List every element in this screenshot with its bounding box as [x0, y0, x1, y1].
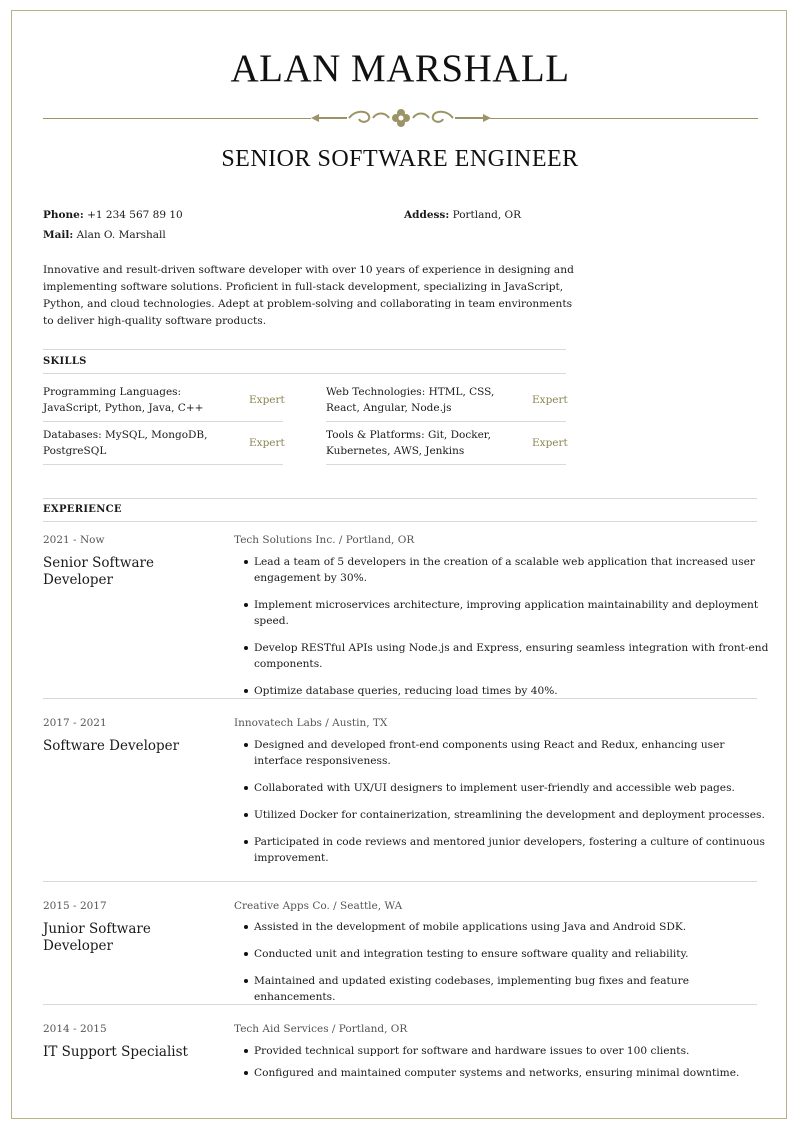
skills-row-rule: [43, 421, 283, 422]
address-value: Portland, OR: [452, 209, 522, 221]
job-role: Junior Software Developer: [43, 921, 151, 954]
contact-phone: [43, 209, 183, 221]
job-role: Senior Software Developer: [43, 555, 154, 588]
job-separator: [43, 1004, 757, 1005]
mail-value: Alan O. Marshall: [76, 229, 166, 241]
ornament-divider: [43, 104, 758, 132]
job-bullet: Designed and developed front-end components using React and Redux, enhancing user interface responsiveness.: [234, 737, 769, 769]
job-role: Software Developer: [43, 738, 180, 754]
skill-item: Programming Languages: JavaScript, Python, Java, C++: [43, 386, 204, 414]
job-role: IT Support Specialist: [43, 1044, 188, 1060]
candidate-name: ALAN MARSHALL: [230, 47, 570, 90]
job-bullet: Utilized Docker for containerization, streamlining the development and deployment processes.: [234, 807, 769, 823]
profile-summary: Innovative and result-driven software developer with over 10 years of experience in designing and implementing software solutions. Proficient in full-stack development, specializing in JavaScript, Python, and cloud technologies. Adept at problem-solving and collaborating in team environments to deliver high-quality software products.: [43, 264, 574, 327]
skills-top-rule: [43, 349, 566, 350]
job-separator: [43, 881, 757, 882]
skills-row-rule: [43, 464, 283, 465]
job-company: Tech Aid Services / Portland, OR: [234, 1023, 408, 1035]
experience-heading-rule: [43, 521, 757, 522]
skill-level: Expert: [532, 437, 568, 449]
job-bullet: Provided technical support for software and hardware issues to over 100 clients.: [234, 1043, 769, 1059]
skills-heading: SKILLS: [43, 356, 87, 367]
job-bullet: Implement microservices architecture, improving application maintainability and deployment speed.: [234, 597, 769, 629]
skills-row-rule: [326, 421, 566, 422]
experience-heading: EXPERIENCE: [43, 504, 122, 515]
skill-item: Databases: MySQL, MongoDB, PostgreSQL: [43, 429, 208, 457]
address-label: Addess:: [404, 209, 450, 221]
job-bullet: Conducted unit and integration testing to ensure software quality and reliability.: [234, 946, 769, 962]
job-bullet: Assisted in the development of mobile applications using Java and Android SDK.: [234, 919, 769, 935]
job-bullet: Configured and maintained computer systems and networks, ensuring minimal downtime.: [234, 1065, 769, 1081]
job-title: SENIOR SOFTWARE ENGINEER: [221, 146, 579, 172]
phone-label: Phone:: [43, 209, 84, 221]
job-company: Creative Apps Co. / Seattle, WA: [234, 900, 403, 912]
job-company: Tech Solutions Inc. / Portland, OR: [234, 534, 415, 546]
mail-label: Mail:: [43, 229, 74, 241]
divider-line-left: [43, 118, 311, 119]
job-bullet: Maintained and updated existing codebases, implementing bug fixes and feature enhancements.: [234, 973, 769, 1005]
skills-row-rule: [326, 464, 566, 465]
experience-top-rule: [43, 498, 757, 499]
job-separator: [43, 698, 757, 699]
job-bullets: [234, 554, 769, 699]
skills-heading-rule: [43, 373, 566, 374]
job-bullets: [234, 919, 769, 1005]
flourish-ornament-icon: [311, 104, 491, 132]
job-dates: 2015 - 2017: [43, 900, 107, 912]
skill-level: Expert: [532, 394, 568, 406]
job-bullet: Participated in code reviews and mentored junior developers, fostering a culture of continuous improvement.: [234, 834, 769, 866]
phone-value: +1 234 567 89 10: [87, 209, 183, 221]
job-dates: 2014 - 2015: [43, 1023, 107, 1035]
job-bullet: Develop RESTful APIs using Node.js and Express, ensuring seamless integration with front-end components.: [234, 640, 769, 672]
skill-item: Web Technologies: HTML, CSS, React, Angular, Node.js: [326, 386, 495, 414]
job-company: Innovatech Labs / Austin, TX: [234, 717, 388, 729]
job-bullet: Collaborated with UX/UI designers to implement user-friendly and accessible web pages.: [234, 780, 769, 796]
job-bullet: Optimize database queries, reducing load times by 40%.: [234, 683, 769, 699]
job-bullets: [234, 737, 769, 866]
job-dates: 2021 - Now: [43, 534, 105, 546]
divider-line-right: [490, 118, 758, 119]
job-bullet: Lead a team of 5 developers in the creation of a scalable web application that increased user engagement by 30%.: [234, 554, 769, 586]
skill-level: Expert: [249, 437, 285, 449]
job-bullets: [234, 1043, 769, 1081]
job-dates: 2017 - 2021: [43, 717, 107, 729]
contact-mail: [43, 229, 166, 241]
contact-address: [404, 209, 521, 221]
skill-level: Expert: [249, 394, 285, 406]
skill-item: Tools & Platforms: Git, Docker, Kubernetes, AWS, Jenkins: [326, 429, 491, 457]
